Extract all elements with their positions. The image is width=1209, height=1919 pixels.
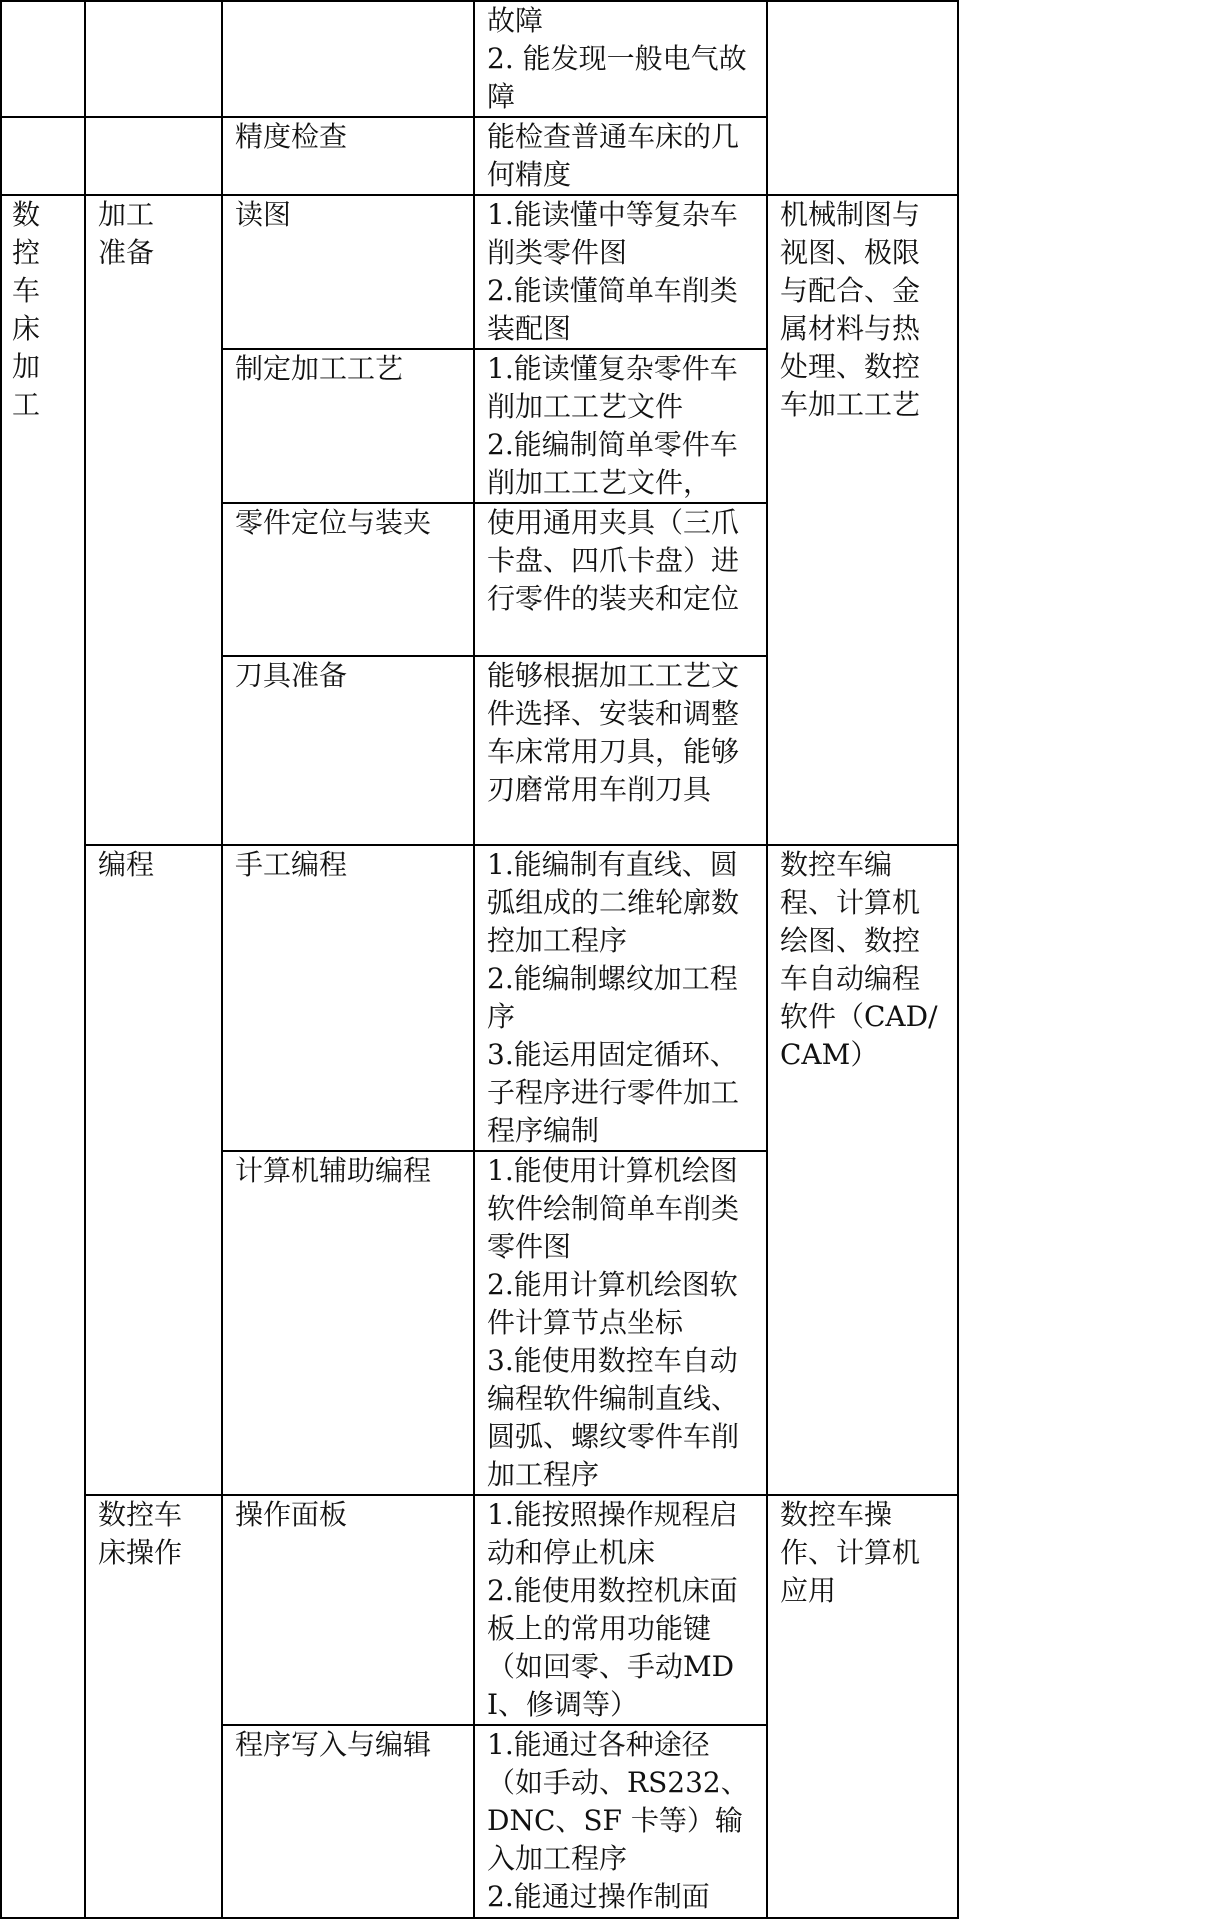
- item-text: 制定加工工艺: [235, 352, 404, 385]
- item-cell: [222, 117, 474, 195]
- content-cell: [474, 1, 767, 117]
- table-row: [1, 195, 958, 349]
- content-cell: [474, 1495, 767, 1725]
- content-text: 1.能读懂复杂零件车削加工工艺文件 2.能编制简单零件车削加工工艺文件，: [487, 352, 738, 499]
- content-text: 1.能通过各种途径（如手动、RS232、DNC、SF 卡等）输入加工程序 2.能通过操作制面: [487, 1728, 749, 1913]
- knowledge-cell-empty: [767, 1, 958, 195]
- item-cell: [222, 656, 474, 845]
- item-text: 程序写入与编辑: [235, 1728, 432, 1761]
- table-row: [1, 1495, 958, 1725]
- item-text: 刀具准备: [235, 659, 348, 692]
- item-text: 手工编程: [235, 848, 348, 881]
- item-text: 读图: [235, 198, 292, 231]
- knowledge-cell: [767, 195, 958, 845]
- item-cell: [222, 1495, 474, 1725]
- content-cell: [474, 656, 767, 845]
- item-cell-empty: [222, 1, 474, 117]
- table-row: [1, 845, 958, 1151]
- item-text: 零件定位与装夹: [235, 506, 432, 539]
- section-title-cell: [1, 195, 85, 1918]
- knowledge-text: 数控车编程、计算机绘图、数控车自动编程软件（CAD/CAM）: [780, 848, 938, 1071]
- content-text: 1.能读懂中等复杂车削类零件图 2.能读懂简单车削类装配图: [487, 198, 738, 345]
- content-cell: [474, 349, 767, 503]
- group-cell-empty: [85, 117, 222, 195]
- knowledge-text: 机械制图与视图、极限与配合、金属材料与热处理、数控车加工工艺: [780, 198, 921, 421]
- content-text: 使用通用夹具（三爪卡盘、四爪卡盘）进行零件的装夹和定位: [487, 506, 740, 615]
- group-name-cell: [85, 1495, 222, 1918]
- content-cell: [474, 503, 767, 656]
- knowledge-text: 数控车操作、计算机应用: [780, 1498, 921, 1607]
- group-cell-empty: [85, 1, 222, 117]
- content-cell: [474, 117, 767, 195]
- group-name: 编程: [98, 848, 155, 881]
- content-cell: [474, 1151, 767, 1495]
- section-cell-empty: [1, 1, 85, 117]
- content-text: 能检查普通车床的几何精度: [487, 120, 740, 191]
- group-name: 数控车 床操作: [98, 1498, 183, 1569]
- content-text: 能够根据加工工艺文件选择、安装和调整车床常用刀具，能够刃磨常用车削刀具: [487, 659, 740, 806]
- item-text: 计算机辅助编程: [235, 1154, 432, 1187]
- content-text: 1.能编制有直线、圆弧组成的二维轮廓数控加工程序 2.能编制螺纹加工程序 3.能运用固定循环、子程序进行零件加工程序编制: [487, 848, 740, 1147]
- content-cell: [474, 845, 767, 1151]
- group-name-cell: [85, 195, 222, 845]
- content-text: 故障 2. 能发现一般电气故障: [487, 4, 747, 113]
- item-text: 精度检查: [235, 120, 348, 153]
- content-text: 1.能按照操作规程启动和停止机床 2.能使用数控机床面板上的常用功能键（如回零、手动MDI、修调等）: [487, 1498, 738, 1721]
- item-text: 操作面板: [235, 1498, 348, 1531]
- content-cell: [474, 195, 767, 349]
- section-title: 数 控 车 床 加 工: [12, 198, 41, 421]
- content-text: 1.能使用计算机绘图软件绘制简单车削类零件图 2.能用计算机绘图软件计算节点坐标 3.能使用数控车自动编程软件编制直线、圆弧、螺纹零件车削加工程序: [487, 1154, 740, 1491]
- item-cell: [222, 1725, 474, 1918]
- knowledge-cell: [767, 845, 958, 1495]
- item-cell: [222, 1151, 474, 1495]
- item-cell: [222, 503, 474, 656]
- item-cell: [222, 845, 474, 1151]
- knowledge-cell: [767, 1495, 958, 1918]
- table-row: [1, 1, 958, 117]
- group-name-cell: [85, 845, 222, 1495]
- group-name: 加工 准备: [98, 198, 155, 269]
- item-cell: [222, 195, 474, 349]
- item-cell: [222, 349, 474, 503]
- section-cell-empty: [1, 117, 85, 195]
- content-cell: [474, 1725, 767, 1918]
